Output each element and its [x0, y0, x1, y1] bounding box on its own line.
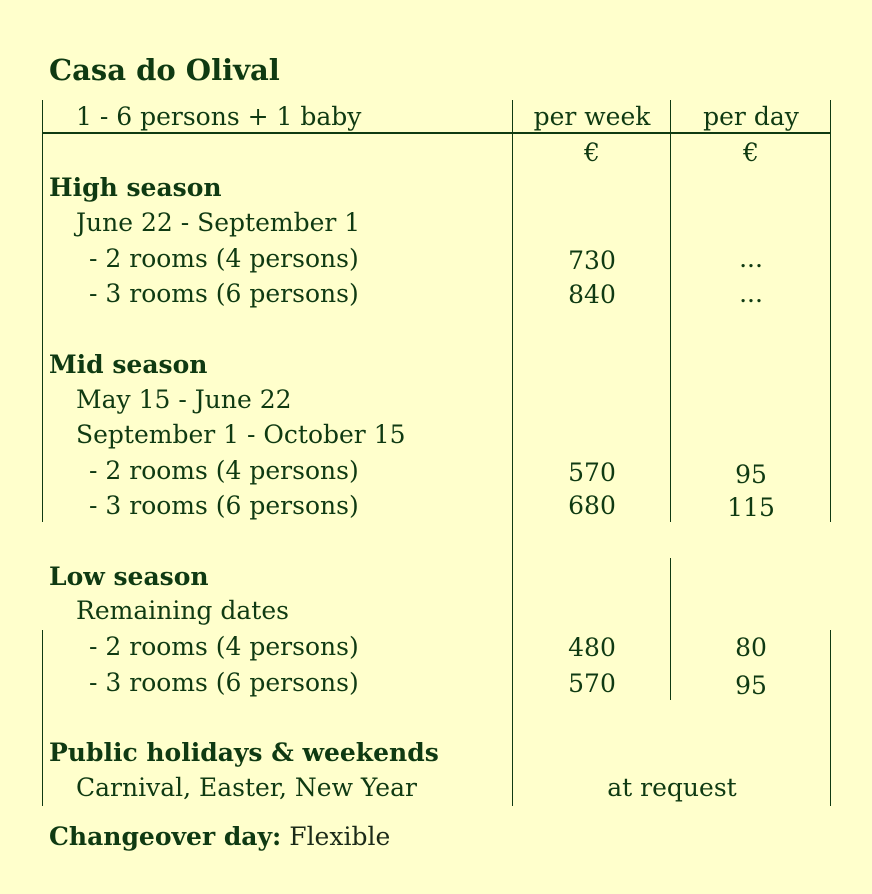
changeover-label: Changeover day:: [49, 822, 282, 851]
high-row-label: - 2 rooms (4 persons): [89, 244, 359, 273]
high-row-day: ...: [739, 244, 763, 273]
high-row-week: 840: [568, 280, 616, 309]
changeover-note: [49, 824, 390, 849]
mid-row-day: 115: [727, 493, 775, 522]
low-row-day: 80: [735, 633, 767, 662]
mid-row-day: 95: [735, 460, 767, 489]
holidays-detail: Carnival, Easter, New Year: [76, 773, 417, 802]
high-row-week: 730: [568, 246, 616, 275]
mid-row-label: - 2 rooms (4 persons): [89, 456, 359, 485]
low-season-heading: Low season: [49, 562, 209, 591]
high-row-day: ...: [739, 279, 763, 308]
mid-row-label: - 3 rooms (6 persons): [89, 491, 359, 520]
per-week-header: per week: [533, 102, 651, 131]
table-left-border: [42, 630, 43, 806]
currency-week: €: [584, 138, 600, 167]
holidays-heading: Public holidays & weekends: [49, 738, 439, 767]
currency-day: €: [743, 138, 759, 167]
high-row-label: - 3 rooms (6 persons): [89, 279, 359, 308]
mid-row-week: 570: [568, 458, 616, 487]
mid-row-week: 680: [568, 491, 616, 520]
changeover-value: Flexible: [289, 822, 391, 851]
high-season-dates: June 22 - September 1: [76, 208, 361, 237]
mid-season-heading: Mid season: [49, 350, 208, 379]
holidays-price: at request: [607, 773, 737, 802]
high-season-heading: High season: [49, 173, 222, 202]
mid-season-dates: May 15 - June 22: [76, 385, 292, 414]
page-title: Casa do Olival: [49, 53, 280, 87]
low-row-week: 480: [568, 633, 616, 662]
table-left-border: [42, 100, 43, 522]
per-day-header: per day: [703, 102, 799, 131]
mid-season-dates: September 1 - October 15: [76, 420, 406, 449]
low-row-label: - 2 rooms (4 persons): [89, 632, 359, 661]
capacity-header: 1 - 6 persons + 1 baby: [76, 102, 362, 131]
low-season-dates: Remaining dates: [76, 596, 289, 625]
week-column-divider: [512, 100, 513, 806]
low-row-week: 570: [568, 669, 616, 698]
low-row-day: 95: [735, 671, 767, 700]
header-underline: [42, 132, 831, 134]
low-row-label: - 3 rooms (6 persons): [89, 668, 359, 697]
